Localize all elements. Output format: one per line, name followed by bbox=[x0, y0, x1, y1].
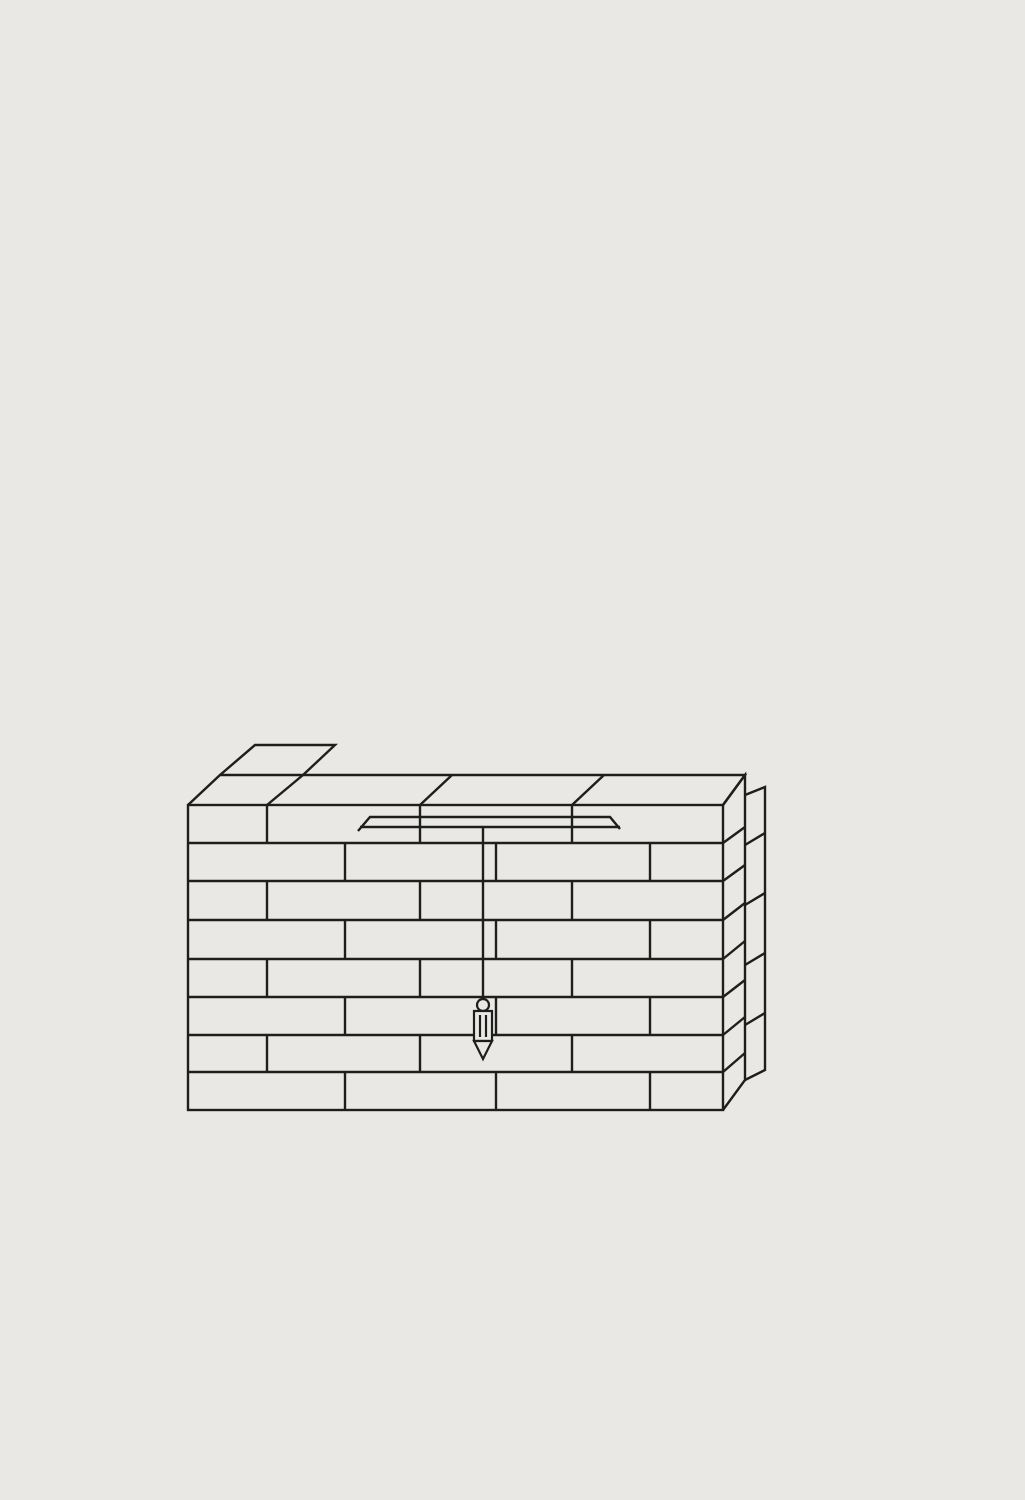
brick-wall-with-hanging-weight-icon bbox=[180, 735, 800, 1135]
